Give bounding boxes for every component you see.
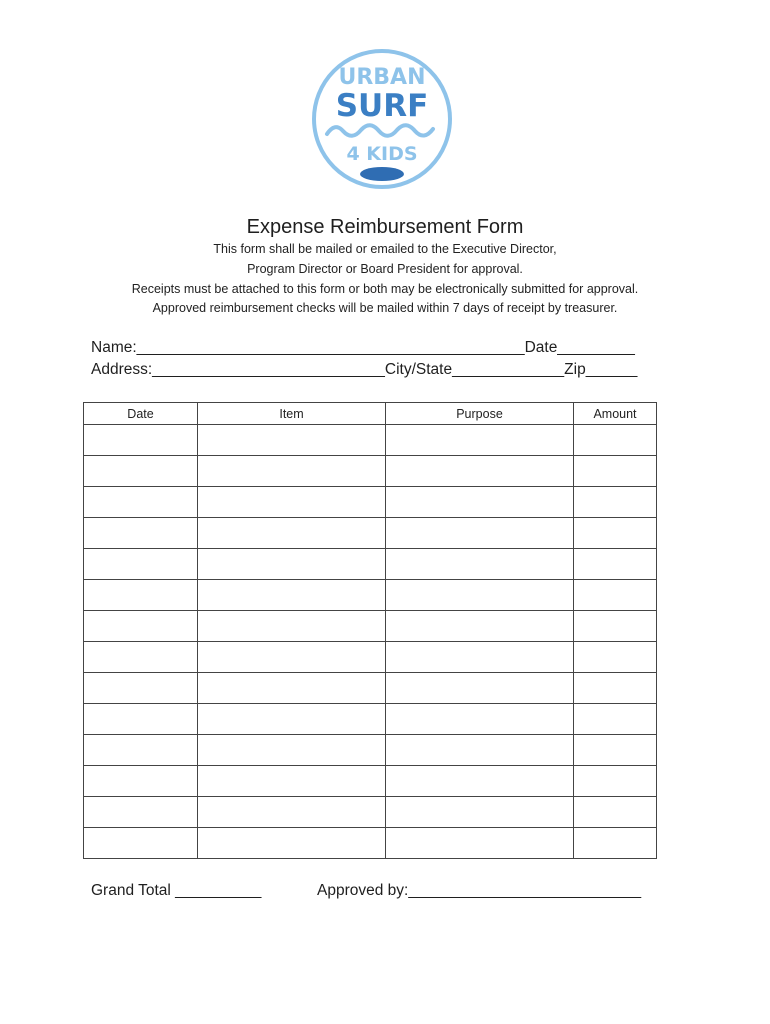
item-cell[interactable] bbox=[198, 425, 386, 456]
table-row bbox=[84, 580, 657, 611]
amount-cell[interactable] bbox=[574, 425, 657, 456]
intro-line-2: Program Director or Board President for approval. bbox=[247, 262, 523, 276]
table-row bbox=[84, 518, 657, 549]
date-cell[interactable] bbox=[84, 456, 198, 487]
purpose-cell[interactable] bbox=[386, 487, 574, 518]
table-header-row bbox=[84, 403, 657, 425]
date-cell[interactable] bbox=[84, 580, 198, 611]
item-cell[interactable] bbox=[198, 549, 386, 580]
amount-cell[interactable] bbox=[574, 673, 657, 704]
item-cell[interactable] bbox=[198, 766, 386, 797]
purpose-cell[interactable] bbox=[386, 425, 574, 456]
purpose-cell[interactable] bbox=[386, 549, 574, 580]
date-cell[interactable] bbox=[84, 766, 198, 797]
approved-by-field[interactable]: Approved by:___________________________ bbox=[317, 882, 642, 899]
item-cell[interactable] bbox=[198, 518, 386, 549]
date-cell[interactable] bbox=[84, 611, 198, 642]
header-purpose: Purpose bbox=[386, 403, 574, 425]
grand-total-field[interactable]: Grand Total __________ bbox=[91, 882, 262, 899]
item-cell[interactable] bbox=[198, 456, 386, 487]
date-cell[interactable] bbox=[84, 735, 198, 766]
table-body bbox=[84, 425, 657, 859]
table-row bbox=[84, 704, 657, 735]
date-cell[interactable] bbox=[84, 797, 198, 828]
purpose-cell[interactable] bbox=[386, 518, 574, 549]
item-cell[interactable] bbox=[198, 611, 386, 642]
form-title: Expense Reimbursement Form bbox=[246, 216, 524, 238]
amount-cell[interactable] bbox=[574, 580, 657, 611]
date-cell[interactable] bbox=[84, 673, 198, 704]
logo-text-urban: URBAN bbox=[338, 65, 426, 90]
item-cell[interactable] bbox=[198, 828, 386, 859]
table-row bbox=[84, 673, 657, 704]
intro-line-1: This form shall be mailed or emailed to the Executive Director, bbox=[213, 242, 557, 256]
date-cell[interactable] bbox=[84, 425, 198, 456]
date-cell[interactable] bbox=[84, 642, 198, 673]
purpose-cell[interactable] bbox=[386, 611, 574, 642]
table-row bbox=[84, 549, 657, 580]
amount-cell[interactable] bbox=[574, 704, 657, 735]
table-row bbox=[84, 642, 657, 673]
item-cell[interactable] bbox=[198, 673, 386, 704]
address-city-zip-field[interactable]: Address:___________________________City/State_____________Zip______ bbox=[91, 361, 638, 378]
purpose-cell[interactable] bbox=[386, 704, 574, 735]
intro-line-4: Approved reimbursement checks will be mailed within 7 days of receipt by treasurer. bbox=[152, 301, 618, 315]
amount-cell[interactable] bbox=[574, 518, 657, 549]
urban-surf-4-kids-logo bbox=[311, 46, 453, 192]
header-item: Item bbox=[198, 403, 386, 425]
table-row bbox=[84, 611, 657, 642]
table-row bbox=[84, 735, 657, 766]
header-amount: Amount bbox=[574, 403, 657, 425]
purpose-cell[interactable] bbox=[386, 673, 574, 704]
header-date: Date bbox=[84, 403, 198, 425]
logo-wave-icon bbox=[327, 125, 433, 136]
purpose-cell[interactable] bbox=[386, 797, 574, 828]
table-row bbox=[84, 797, 657, 828]
logo-text-surf: SURF bbox=[335, 88, 429, 124]
amount-cell[interactable] bbox=[574, 642, 657, 673]
purpose-cell[interactable] bbox=[386, 766, 574, 797]
amount-cell[interactable] bbox=[574, 766, 657, 797]
item-cell[interactable] bbox=[198, 735, 386, 766]
purpose-cell[interactable] bbox=[386, 735, 574, 766]
item-cell[interactable] bbox=[198, 487, 386, 518]
item-cell[interactable] bbox=[198, 642, 386, 673]
table-row bbox=[84, 456, 657, 487]
purpose-cell[interactable] bbox=[386, 828, 574, 859]
date-cell[interactable] bbox=[84, 549, 198, 580]
purpose-cell[interactable] bbox=[386, 456, 574, 487]
item-cell[interactable] bbox=[198, 704, 386, 735]
amount-cell[interactable] bbox=[574, 828, 657, 859]
item-cell[interactable] bbox=[198, 797, 386, 828]
purpose-cell[interactable] bbox=[386, 642, 574, 673]
table-row bbox=[84, 487, 657, 518]
date-cell[interactable] bbox=[84, 828, 198, 859]
date-cell[interactable] bbox=[84, 704, 198, 735]
table-row bbox=[84, 425, 657, 456]
amount-cell[interactable] bbox=[574, 735, 657, 766]
amount-cell[interactable] bbox=[574, 487, 657, 518]
name-date-field[interactable]: Name:_____________________________________________Date_________ bbox=[91, 339, 635, 356]
item-cell[interactable] bbox=[198, 580, 386, 611]
amount-cell[interactable] bbox=[574, 611, 657, 642]
amount-cell[interactable] bbox=[574, 456, 657, 487]
logo-text-4-kids: 4 KIDS bbox=[346, 143, 418, 165]
intro-line-3: Receipts must be attached to this form or both may be electronically submitted for approval. bbox=[131, 282, 639, 296]
date-cell[interactable] bbox=[84, 487, 198, 518]
table-row bbox=[84, 828, 657, 859]
amount-cell[interactable] bbox=[574, 797, 657, 828]
logo-surfboard-icon bbox=[360, 167, 404, 181]
date-cell[interactable] bbox=[84, 518, 198, 549]
expense-table bbox=[83, 402, 657, 859]
purpose-cell[interactable] bbox=[386, 580, 574, 611]
table-row bbox=[84, 766, 657, 797]
amount-cell[interactable] bbox=[574, 549, 657, 580]
